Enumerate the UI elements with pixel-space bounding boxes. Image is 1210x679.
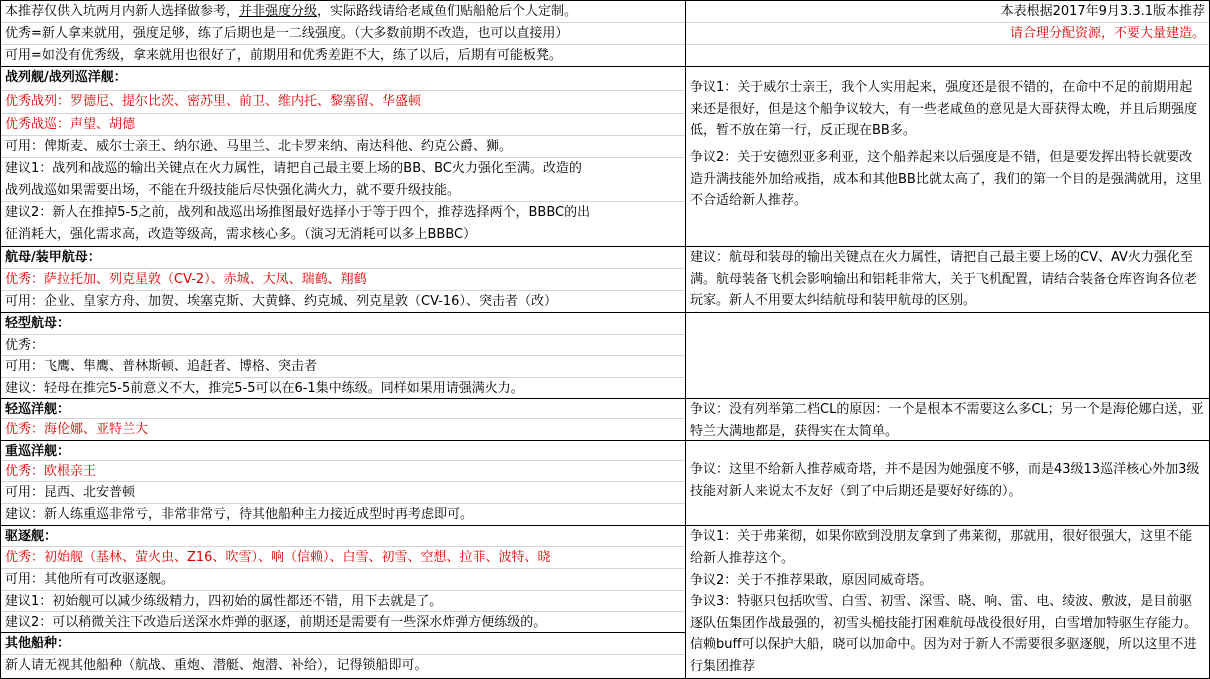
right-column — [686, 1, 1209, 678]
right-blank-row[interactable] — [686, 45, 1209, 67]
resource-warning[interactable]: 请合理分配资源，不要大量建造。 — [686, 23, 1209, 45]
destroyer-dispute-1[interactable]: 争议1：关于弗莱彻，如果你欧到没朋友拿到了弗莱彻，那就用，很好很强大，这里不能给新人推荐这个。 — [690, 529, 1193, 566]
heavy-cruiser-dispute[interactable]: 争议：这里不给新人推荐威奇塔，并不是因为她强度不够，而是43级13巡洋核心外加3级技能对新人来说太不友好（到了中后期还是要好好练的）。 — [686, 441, 1209, 526]
battleship-usable-row[interactable]: 可用：俾斯麦、威尔士亲王、纳尔逊、马里兰、北卡罗来纳、南达科他、约克公爵、狮。 — [1, 136, 685, 158]
light-carrier-right-blank[interactable] — [686, 313, 1209, 399]
destroyer-dispute-3[interactable]: 争议3：特驱只包括吹雪、白雪、初雪、深雪、晓、响、雷、电、绫波、敷波，是目前驱逐队伍集团作战最强的，初雪头槌技能打困难航母战役很好用，白雪增加特驱生存能力。信赖buff可以保护大船，晓可以加命中。因为对于新人不需要很多驱逐舰，所以这里不进行集团推荐 — [690, 594, 1198, 675]
battleship-dispute-2[interactable]: 争议2：关于安德烈亚多利亚，这个船养起来以后强度是不错，但是要发挥出特长就要改造升满技能外加给戒指，成本和其他BB比就太高了，我们的第一个目的是强满就用，这里不合适给新人推荐。 — [686, 147, 1209, 247]
header-row-1[interactable]: 本推荐仅供入坑两月内新人选择做参考，并非强度分级，实际路线请给老咸鱼们贴船舱后个人定制。 — [1, 1, 685, 23]
version-note[interactable]: 本表根据2017年9月3.3.1版本推荐 — [686, 1, 1209, 23]
heavy-cruiser-usable-row[interactable]: 可用：昆西、北安普顿 — [1, 482, 685, 504]
carrier-tip[interactable]: 建议：航母和装母的输出关键点在火力属性，请把自己最主要上场的CV、AV火力强化至满。航母装备飞机会影响输出和铝耗非常大，关于飞机配置，请结合装备仓库咨询各位老玩家。新人不用要太纠结航母和装甲航母的区别。 — [686, 247, 1209, 313]
battleship-dispute-1[interactable]: 争议1：关于威尔士亲王，我个人实用起来，强度还是很不错的，在命中不足的前期用起来还是很好，但是这个船争议较大，有一些老咸鱼的意见是大哥获得太晚，并且后期强度低，暂不放在第一行，反正现在BB多。 — [690, 80, 1198, 139]
light-cruiser-dispute[interactable]: 争议：没有列举第二档CL的原因：一个是根本不需要这么多CL；另一个是海伦娜白送，亚特兰大满地都是，获得实在太简单。 — [686, 399, 1209, 441]
carrier-usable-row[interactable]: 可用：企业、皇家方舟、加贺、埃塞克斯、大黄蜂、约克城、列克星敦（CV-16）、突击者（改） — [1, 291, 685, 313]
heavy-cruiser-section-title[interactable]: 重巡洋舰： — [1, 441, 685, 461]
battleship-tip-2[interactable]: 建议2：新人在推掉5-5之前，战列和战巡出场推图最好选择小于等于四个，推荐选择两个，BBBC的出 征消耗大，强化需求高，改造等级高，需求核心多。（演习无消耗可以多上BBBC） — [1, 202, 685, 247]
carrier-section-title[interactable]: 航母/装甲航母： — [1, 247, 685, 269]
destroyer-dispute-2[interactable]: 争议2：关于不推荐果敢，原因同威奇塔。 — [690, 573, 933, 588]
destroyer-excellent-row[interactable]: 优秀：初始舰（基林、萤火虫、Z16、吹雪）、响（信赖）、白雪、初雪、空想、拉菲、波特、晓 — [1, 547, 685, 569]
heavy-cruiser-excellent-row[interactable]: 优秀：欧根亲王 — [1, 461, 685, 482]
destroyer-section-title[interactable]: 驱逐舰： — [1, 526, 685, 547]
light-carrier-excellent-row[interactable]: 优秀： — [1, 335, 685, 356]
destroyer-tip-2[interactable]: 建议2：可以稍微关注下改造后送深水炸弹的驱逐，前期还是需要有一些深水炸弹方便练级的。 — [1, 612, 685, 633]
left-column — [1, 1, 686, 678]
battlecruiser-excellent-row[interactable]: 优秀战巡：声望、胡德 — [1, 114, 685, 136]
other-section-title[interactable]: 其他船种： — [1, 633, 685, 655]
battleship-excellent-row[interactable]: 优秀战列：罗德尼、提尔比茨、密苏里、前卫、维内托、黎塞留、华盛顿 — [1, 91, 685, 114]
light-cruiser-excellent-row[interactable]: 优秀：海伦娜、亚特兰大 — [1, 419, 685, 441]
light-carrier-tip[interactable]: 建议：轻母在推完5-5前意义不大，推完5-5可以在6-1集中练级。同样如果用请强满火力。 — [1, 378, 685, 399]
light-cruiser-section-title[interactable]: 轻巡洋舰： — [1, 399, 685, 419]
light-carrier-section-title[interactable]: 轻型航母： — [1, 313, 685, 335]
light-carrier-usable-row[interactable]: 可用：飞鹰、隼鹰、普林斯顿、追赶者、博格、突击者 — [1, 356, 685, 378]
header-row-3[interactable]: 可用=如没有优秀级，拿来就用也很好了，前期用和优秀差距不大，练了以后，后期有可能板凳。 — [1, 45, 685, 67]
battleship-section-title[interactable]: 战列舰/战列巡洋舰： — [1, 67, 685, 91]
other-tip[interactable]: 新人请无视其他船种（航战、重炮、潜艇、炮潜、补给），记得锁船即可。 — [5, 658, 428, 673]
battleship-tip-1[interactable]: 建议1：战列和战巡的输出关键点在火力属性，请把自己最主要上场的BB、BC火力强化至满。改造的 战列战巡如果需要出场，不能在升级技能后尽快强化满火力，就不要升级技能。 — [1, 158, 685, 202]
heavy-cruiser-tip[interactable]: 建议：新人练重巡非常亏，非常非常亏，待其他船种主力接近成型时再考虑即可。 — [1, 504, 685, 526]
carrier-excellent-row[interactable]: 优秀：萨拉托加、列克星敦（CV-2）、赤城、大凤、瑞鹤、翔鹤 — [1, 269, 685, 291]
header-row-2[interactable]: 优秀=新人拿来就用，强度足够，练了后期也是一二线强度。（大多数前期不改造，也可以直接用） — [1, 23, 685, 45]
destroyer-usable-row[interactable]: 可用：其他所有可改驱逐舰。 — [1, 569, 685, 591]
destroyer-tip-1[interactable]: 建议1：初始舰可以减少练级精力，四初始的属性都还不错，用下去就是了。 — [1, 591, 685, 612]
